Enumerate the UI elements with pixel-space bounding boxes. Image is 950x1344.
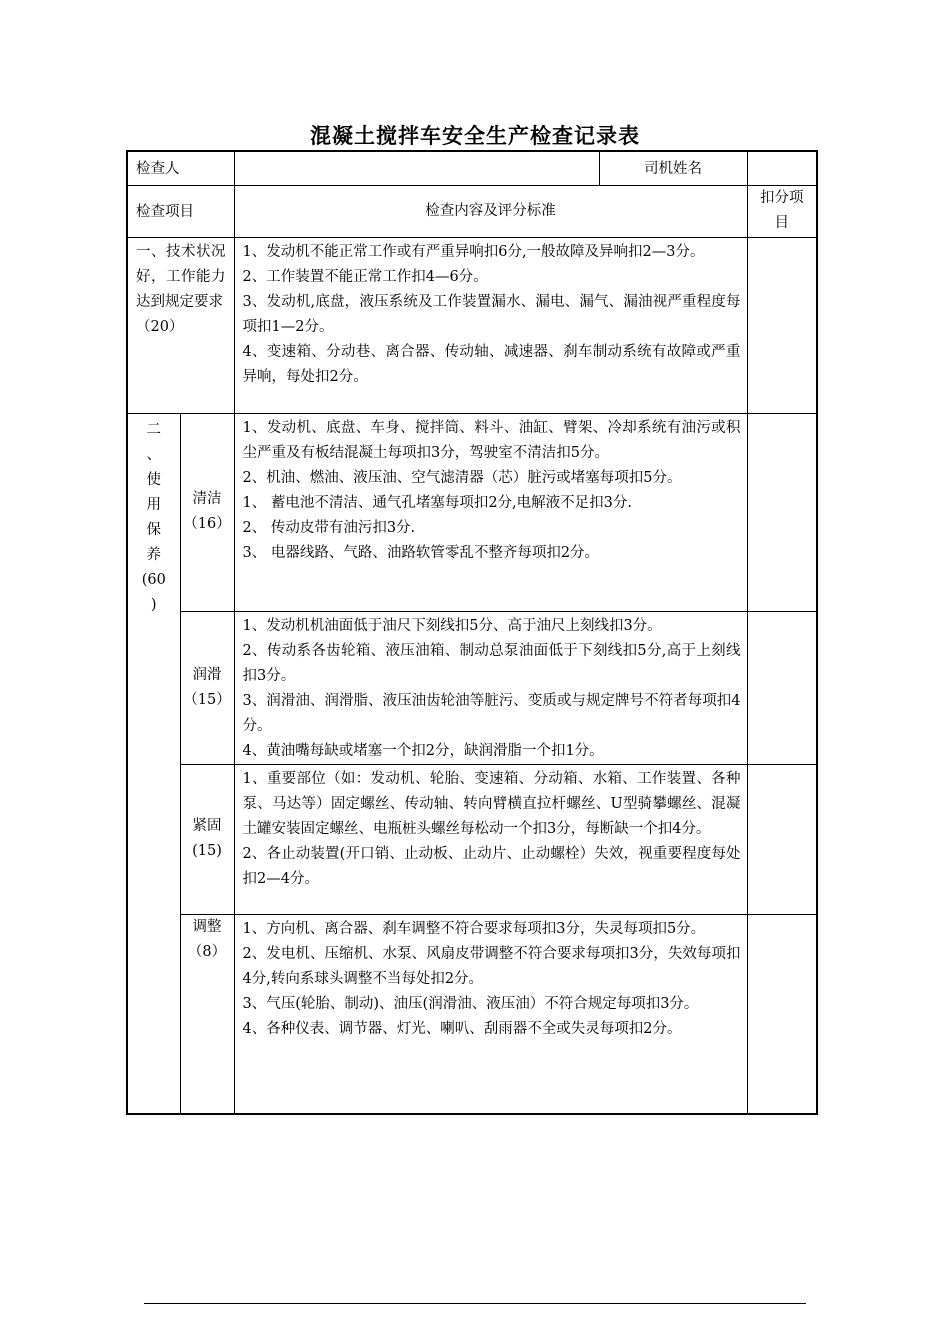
section-1-name: 一、技术状况好，工作能力达到规定要求 (136, 243, 226, 310)
list-item: 3、润滑油、润滑脂、液压油齿轮油等脏污、变质或与规定牌号不符者每项扣4分。 (242, 692, 741, 734)
section-2-char: 用 (146, 496, 161, 513)
section-2-label (127, 413, 180, 1114)
column-header-item: 检查项目 (127, 185, 234, 237)
subsection-adjust-content (234, 914, 747, 1114)
subsection-score: （16） (183, 516, 231, 532)
column-header-deduct: 扣分项目 (747, 185, 817, 237)
subsection-name: 润滑 (192, 666, 222, 683)
footer-divider (144, 1303, 806, 1304)
section-2-char: ) (150, 596, 157, 613)
inspection-table (126, 150, 818, 1115)
subsection-clean-content (234, 413, 747, 611)
section-2-char: 养 (146, 546, 161, 563)
section-2-char: 使 (146, 471, 161, 488)
subsection-fasten-content (234, 764, 747, 914)
subsection-score: （8） (187, 943, 227, 960)
list-item: 1、重要部位（如：发动机、轮胎、变速箱、分动箱、水箱、工作装置、各种泵、马达等）固定螺丝、传动轴、转向臂横直拉杆螺丝、U型骑攀螺丝、混凝土罐安装固定螺丝、电瓶桩头螺丝每松动一个扣3分，每断缺一个扣4分。 (242, 770, 741, 837)
driver-field[interactable] (747, 151, 817, 185)
subsection-score: （15） (183, 691, 231, 708)
subsection-clean-label (180, 413, 234, 611)
list-item: 1、发动机不能正常工作或有严重异响扣6分,一般故障及异响扣2—3分。 (242, 243, 705, 260)
section-2-char: (60 (141, 571, 166, 588)
section-1-score: （20） (136, 318, 184, 335)
subsection-name: 清洁 (192, 491, 222, 507)
list-item: 1、发动机、底盘、车身、搅拌筒、料斗、油缸、臂架、冷却系统有油污或积尘严重及有板结混凝土每项扣3分，驾驶室不清洁扣5分。 (242, 419, 741, 461)
subsection-fasten-label (180, 764, 234, 914)
subsection-lube-content (234, 611, 747, 764)
list-item: 4、变速箱、分动巷、离合器、传动轴、减速器、刹车制动系统有故障或严重异响，每处扣2分。 (242, 343, 741, 385)
deduct-cell[interactable] (747, 914, 817, 1114)
deduct-cell[interactable] (747, 611, 817, 764)
list-item: 4、黄油嘴每缺或堵塞一个扣2分，缺润滑脂一个扣1分。 (242, 742, 604, 759)
driver-label: 司机姓名 (599, 151, 747, 185)
section-2-char: 二 (146, 421, 161, 438)
subsection-name: 紧固 (192, 818, 222, 834)
list-item: 1、发动机机油面低于油尺下刻线扣5分、高于油尺上刻线扣3分。 (242, 617, 662, 634)
list-item: 2、发电机、压缩机、水泵、风扇皮带调整不符合要求每项扣3分，失效每项扣4分,转向系球头调整不当每处扣2分。 (242, 945, 741, 987)
list-item: 2、机油、燃油、液压油、空气滤清器（芯）脏污或堵塞每项扣5分。 (242, 469, 682, 486)
list-item: 2、工作装置不能正常工作扣4—6分。 (242, 268, 488, 285)
list-item: 2、 传动皮带有油污扣3分. (242, 519, 416, 536)
deduct-cell[interactable] (747, 413, 817, 611)
list-item: 3、发动机,底盘，液压系统及工作装置漏水、漏电、漏气、漏油视严重程度每项扣1—2分。 (242, 293, 741, 335)
column-header-content: 检查内容及评分标准 (234, 185, 747, 237)
section-1-label (127, 237, 234, 413)
page-title: 混凝土搅拌车安全生产检查记录表 (310, 124, 640, 148)
list-item: 1、 蓄电池不清洁、通气孔堵塞每项扣2分,电解液不足扣3分. (242, 494, 633, 511)
list-item: 3、气压(轮胎、制动)、油压(润滑油、液压油）不符合规定每项扣3分。 (242, 995, 699, 1012)
inspector-label: 检查人 (127, 151, 234, 185)
subsection-lube-label (180, 611, 234, 764)
list-item: 4、各种仪表、调节器、灯光、喇叭、刮雨器不全或失灵每项扣2分。 (242, 1020, 682, 1037)
list-item: 3、 电器线路、气路、油路软管零乱不整齐每项扣2分。 (242, 544, 600, 561)
subsection-score: (15) (192, 843, 222, 859)
section-2-char: 、 (146, 446, 161, 463)
section-1-content (234, 237, 747, 413)
section-2-char: 保 (146, 521, 161, 538)
inspector-field[interactable] (234, 151, 599, 185)
subsection-adjust-label (180, 914, 234, 1114)
list-item: 2、传动系各齿轮箱、液压油箱、制动总泵油面低于下刻线扣5分,高于上刻线扣3分。 (242, 642, 741, 684)
list-item: 2、各止动装置(开口销、止动板、止动片、止动螺栓）失效，视重要程度每处扣2—4分。 (242, 845, 741, 887)
deduct-cell[interactable] (747, 764, 817, 914)
deduct-cell[interactable] (747, 237, 817, 413)
subsection-name: 调整 (192, 918, 222, 935)
list-item: 1、方向机、离合器、刹车调整不符合要求每项扣3分，失灵每项扣5分。 (242, 920, 706, 937)
